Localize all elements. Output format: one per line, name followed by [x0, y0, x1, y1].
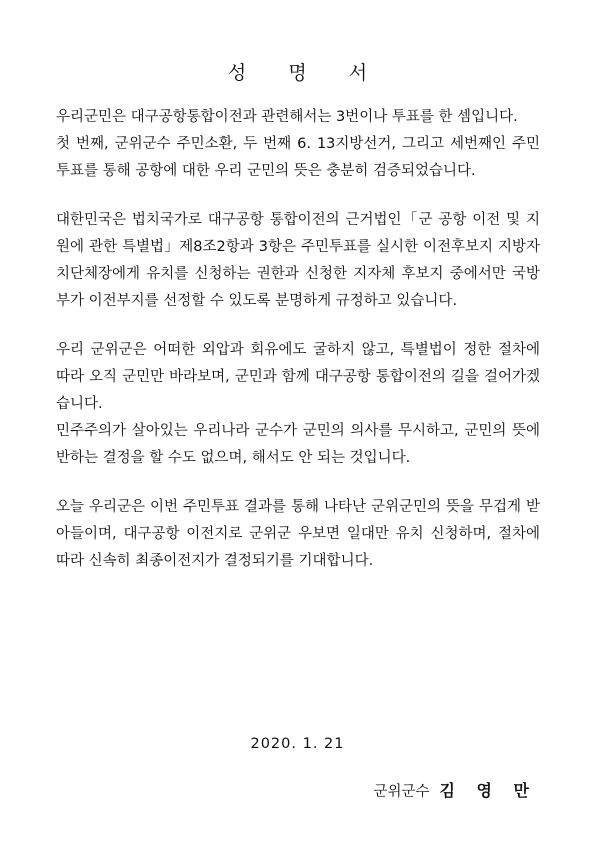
paragraph: 민주주의가 살아있는 우리나라 군수가 군민의 의사를 무시하고, 군민의 뜻에 반하는 결정을 할 수도 없으며, 해서도 안 되는 것입니다.: [56, 423, 540, 466]
document-date: 2020. 1. 21: [250, 736, 345, 752]
paragraph: 오늘 우리군은 이번 주민투표 결과를 통해 나타난 군위군민의 뜻을 무겁게 받아들이며, 대구공항 이전지로 군위군 우보면 일대만 유치 신청하며, 절차에 따라 신속히 최종이전지가 결정되기를 기대합니다.: [56, 499, 540, 569]
document-title: 성 명 서: [227, 62, 386, 84]
signature-role: 군위군수: [373, 784, 430, 800]
document-body: [56, 104, 540, 575]
signature-name: 김 영 만: [439, 781, 537, 800]
paragraph: 첫 번째, 군위군수 주민소환, 두 번째 6. 13지방선거, 그리고 세번째인 주민투표를 통해 공항에 대한 우리 군민의 뜻은 충분히 검증되었습니다.: [56, 136, 540, 179]
paragraph: 우리 군위군은 어떠한 외압과 회유에도 굴하지 않고, 특별법이 정한 절차에 따라 오직 군민만 바라보며, 군민과 함께 대구공항 통합이전의 길을 걸어가겠습니다.: [56, 342, 540, 412]
paragraph-gap: [56, 472, 540, 494]
paragraph-gap: [56, 185, 540, 207]
signature-block: [373, 778, 537, 801]
paragraph: 우리군민은 대구공항통합이전과 관련해서는 3번이나 투표를 한 셈입니다.: [56, 109, 518, 125]
paragraph: 대한민국은 법치국가로 대구공항 통합이전의 근거법인「군 공항 이전 및 지원에 관한 특별법」제8조2항과 3항은 주민투표를 실시한 이전후보지 지방자치단체장에게 유치를 신청하는 권한과 신청한 지자체 후보지 중에서만 국방부가 이전부지를 선정할 수 있도록 분명하게 규정하고 있습니다.: [56, 212, 540, 309]
paragraph-gap: [56, 315, 540, 337]
